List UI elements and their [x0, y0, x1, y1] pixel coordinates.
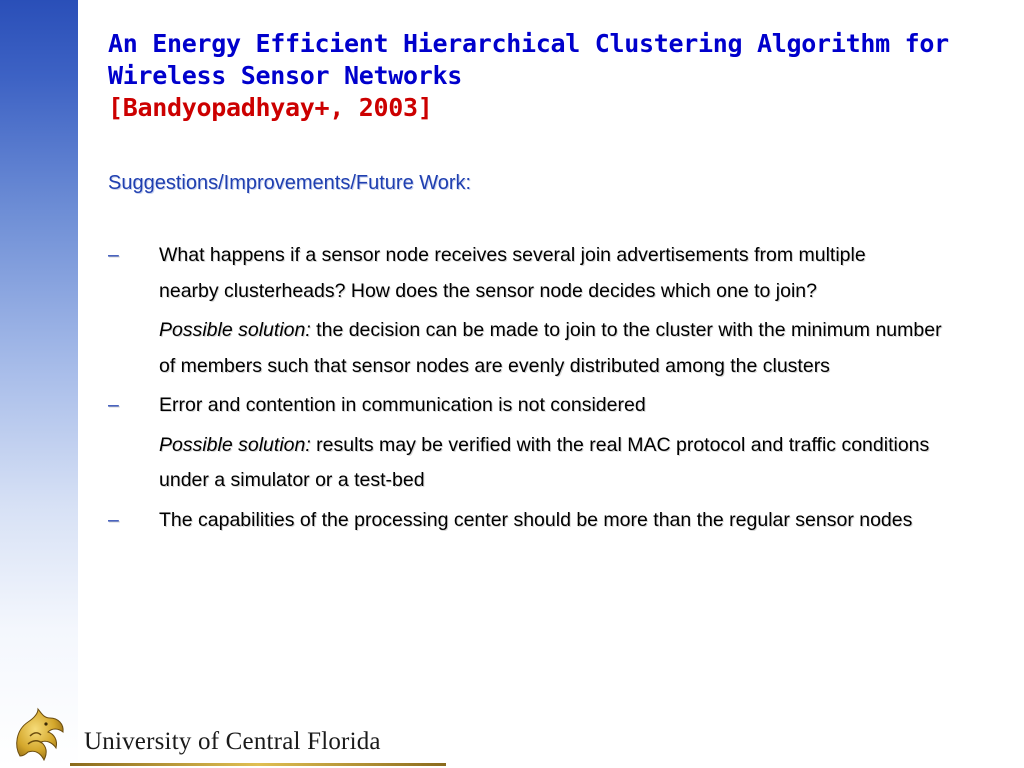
list-item-text: Error and contention in communication is not considered — [159, 394, 646, 416]
dash-bullet: – — [108, 394, 119, 416]
bullet-list — [108, 238, 988, 538]
side-gradient-bar — [0, 0, 78, 768]
title-citation: [Bandyopadhyay+, 2003] — [108, 93, 433, 122]
list-item-text: What happens if a sensor node receives several join advertisements from multiple nearby clusterheads? How does the sensor node decides which one to join? — [159, 244, 866, 302]
dash-bullet: – — [108, 244, 119, 266]
possible-solution — [108, 313, 949, 384]
gold-underline — [70, 763, 446, 766]
possible-solution — [108, 428, 949, 499]
list-item — [108, 388, 988, 424]
title-line-1: An Energy Efficient Hierarchical Clustering Algorithm for — [108, 29, 949, 58]
solution-label: Possible solution: — [159, 433, 311, 456]
ucf-pegasus-logo-icon — [8, 706, 70, 764]
footer-branding — [0, 700, 460, 768]
list-item-text: The capabilities of the processing center should be more than the regular sensor nodes — [159, 508, 913, 531]
dash-bullet: – — [108, 508, 119, 531]
section-heading: Suggestions/Improvements/Future Work: — [108, 172, 472, 194]
list-item — [108, 238, 988, 309]
solution-text: results may be verified with the real MAC protocol and traffic conditions under a simulator or a test-bed — [159, 433, 930, 491]
university-wordmark: University of Central Florida — [84, 728, 381, 755]
slide-title — [108, 28, 1008, 124]
solution-text: the decision can be made to join to the cluster with the minimum number of members such that sensor nodes are evenly distributed among the clusters — [159, 319, 942, 377]
solution-label: Possible solution: — [159, 319, 311, 341]
title-line-2: Wireless Sensor Networks — [108, 61, 463, 90]
list-item — [108, 503, 988, 539]
